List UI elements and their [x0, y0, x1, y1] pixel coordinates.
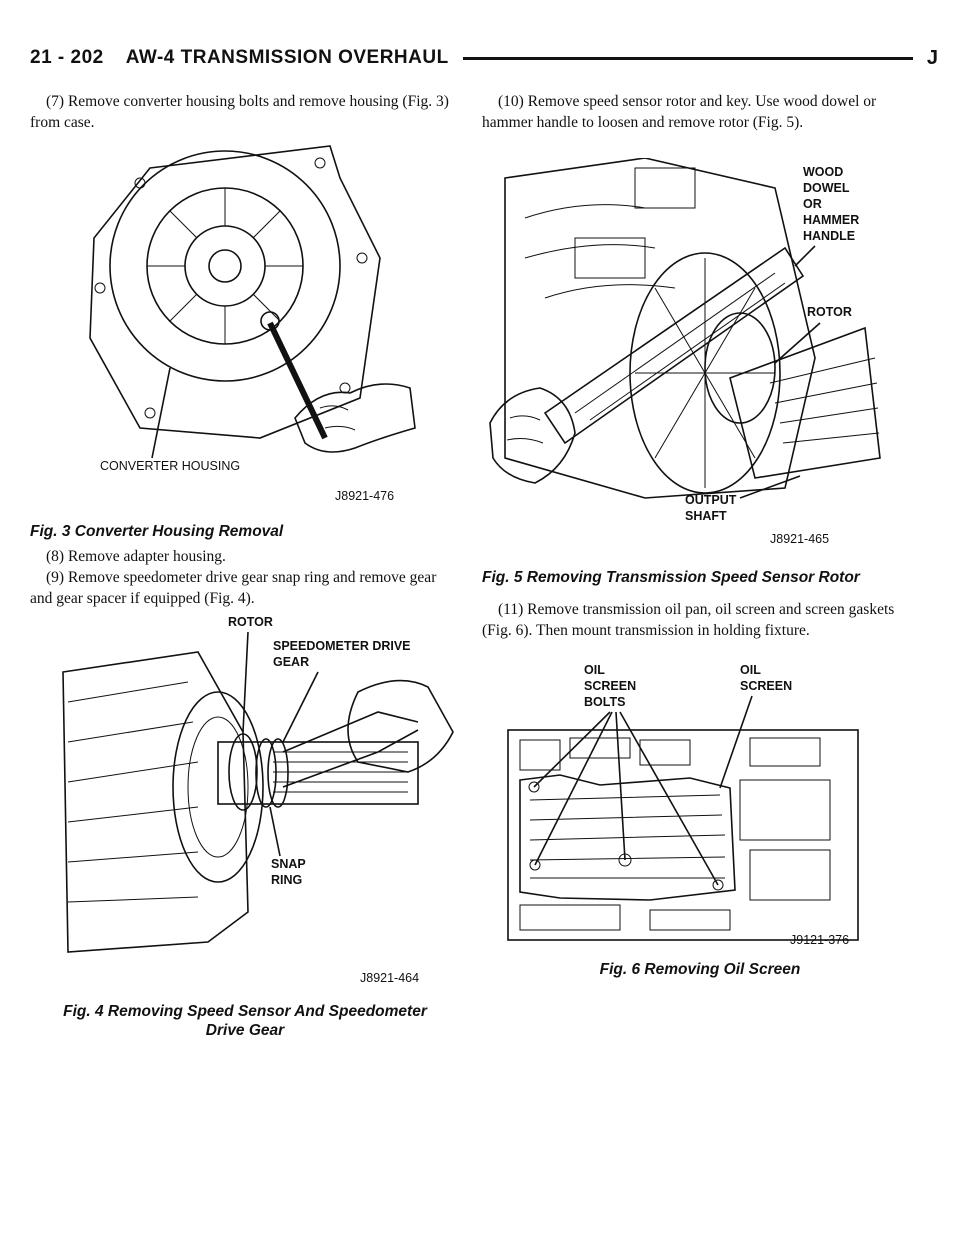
figure-4-code: J8921-464	[360, 971, 420, 985]
callout-hammer: HAMMER	[803, 213, 860, 227]
callout-snap: SNAP	[271, 857, 306, 871]
figure-4-caption-line-1: Fig. 4 Removing Speed Sensor And Speedometer	[63, 1003, 427, 1020]
callout-handle: HANDLE	[803, 229, 856, 243]
page-header	[30, 40, 938, 76]
callout-dowel: DOWEL	[803, 181, 850, 195]
callout-or: OR	[803, 197, 822, 211]
callout-ring: RING	[271, 873, 303, 887]
section-title: AW-4 TRANSMISSION OVERHAUL	[125, 47, 449, 68]
figure-6-code: J9121-376	[790, 933, 850, 947]
callout-oil-1: OIL	[584, 663, 605, 677]
header-rule	[463, 57, 913, 60]
figure-6-illustration	[500, 660, 870, 950]
callout-rotor: ROTOR	[228, 615, 273, 629]
callout-screen-2: SCREEN	[740, 679, 793, 693]
figure-3-caption: Fig. 3 Converter Housing Removal	[30, 523, 284, 540]
callout-bolts: BOLTS	[584, 695, 626, 709]
callout-output: OUTPUT	[685, 493, 737, 507]
figure-4-illustration	[58, 612, 462, 997]
callout-screen-1: SCREEN	[584, 679, 637, 693]
step-8-text: (8) Remove adapter housing.	[46, 548, 226, 565]
figure-6-caption: Fig. 6 Removing Oil Screen	[599, 961, 801, 978]
callout-wood: WOOD	[803, 165, 844, 179]
section-letter: J	[926, 46, 938, 69]
figure-5-illustration	[485, 158, 885, 558]
step-7-text: (7) Remove converter housing bolts and remove housing (Fig. 3) from case.	[30, 93, 449, 131]
figure-4-caption	[30, 1002, 460, 1040]
figure-5-caption: Fig. 5 Removing Transmission Speed Sensor Rotor	[482, 569, 860, 586]
callout-gear: GEAR	[273, 655, 310, 669]
callout-shaft: SHAFT	[685, 509, 727, 523]
figure-4-caption-line-2: Drive Gear	[205, 1022, 285, 1039]
figure-3-code: J8921-476	[335, 489, 395, 503]
callout-converter-housing: CONVERTER HOUSING	[100, 459, 241, 473]
callout-oil-2: OIL	[740, 663, 761, 677]
figure-3-illustration	[80, 138, 460, 518]
page-number: 21 - 202	[30, 47, 104, 68]
step-9-text: (9) Remove speedometer drive gear snap ring and remove gear and gear spacer if equipped (Fig. 4).	[30, 569, 437, 607]
step-10-text: (10) Remove speed sensor rotor and key. Use wood dowel or hammer handle to loosen and remove rotor (Fig. 5).	[482, 93, 877, 131]
figure-5-code: J8921-465	[770, 532, 830, 546]
callout-speedometer-drive: SPEEDOMETER DRIVE	[273, 639, 411, 653]
callout-rotor-fig5: ROTOR	[807, 305, 852, 319]
step-11-text: (11) Remove transmission oil pan, oil screen and screen gaskets (Fig. 6). Then mount transmission in holding fixture.	[482, 601, 895, 639]
